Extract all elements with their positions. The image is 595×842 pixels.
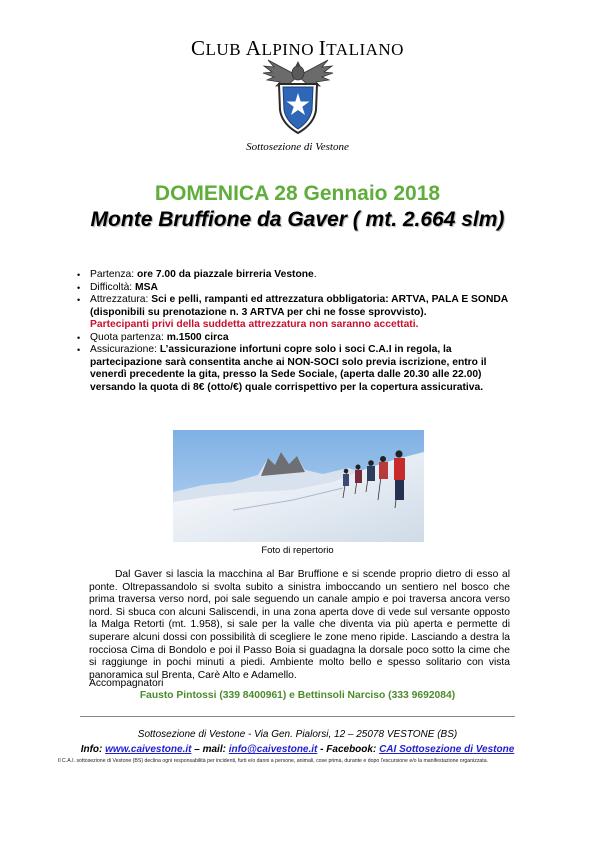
title-rest: LPINO bbox=[261, 40, 319, 59]
route-description: Dal Gaver si lascia la macchina al Bar Bruffione e si scende proprio dietro di esso al ponte. Oltrepassandolo si svolta subito a sinistra imboccando un sentiero nel bosco che prima traversa verso nord, poi sale seguendo un canale ampio e poi traversa ancora verso nord. Si sbuca con alcuni Saliscendi, in una zona aperta dove di vede sul versante opposto la Malga Retorti (mt. 1.958), si sale per la valle che diventa via più aperta e permette di superare alcuni dossi con possibilità di scegliere le zone meno ripide. Lasciando a destra la rocciosa Cima di Bondolo e poi il Passo Boia si guadagna la dorsale poco sotto la cime che si raggiunge in pochi minuti a piedi. Ambiente molto bello e spesso solitario con vista panoramica sul Brenta, Carè Alto e Adamello. bbox=[89, 569, 510, 681]
title-rest: TALIANO bbox=[326, 40, 404, 59]
cai-eagle-star-shield-icon bbox=[262, 58, 334, 136]
difficulty-value: MSA bbox=[135, 281, 158, 293]
mail-label: – mail: bbox=[191, 744, 229, 755]
facebook-link[interactable]: CAI Sottosezione di Vestone bbox=[379, 744, 515, 755]
event-title: Monte Bruffione da Gaver ( mt. 2.664 slm) bbox=[90, 208, 505, 231]
equipment-label: Attrezzatura: bbox=[90, 294, 152, 305]
insurance-value: L’assicurazione infortuni copre solo i soci C.A.I in regola, la partecipazione sarà consentita anche ai NON-SOCI solo previa iscrizione, entro il venerdì precedente la gita, presso la Sede Sociale, (aperta dalle 20.30 alle 22.00) versando la quota di 8€ (otto/€) quale corrispettivo per la copertura assicurativa. bbox=[90, 344, 487, 393]
title-initial: C bbox=[191, 36, 206, 60]
subsection-name: Sottosezione di Vestone bbox=[246, 141, 349, 153]
facebook-label: - Facebook: bbox=[317, 744, 380, 755]
departure-value: ore 7.00 da piazzale birreria Vestone bbox=[136, 269, 314, 280]
guides-label: Accompagnatori bbox=[89, 678, 164, 689]
website-link[interactable]: www.caivestone.it bbox=[105, 744, 192, 755]
liability-disclaimer: Il C.A.I. sottosezione di Vestone (BS) declina ogni responsabilità per incidenti, furti e/o danni a persone, animali, cose prima, durante e dopo l'escursione e/o la manifestazione organizzata. bbox=[58, 758, 489, 764]
title-initial: I bbox=[318, 36, 327, 60]
altitude-value: m.1500 circa bbox=[166, 331, 229, 343]
footer-divider bbox=[80, 716, 515, 717]
list-item bbox=[77, 282, 517, 295]
photo-caption: Foto di repertorio bbox=[261, 545, 334, 556]
email-link[interactable]: info@caivestone.it bbox=[228, 744, 318, 755]
list-item bbox=[77, 269, 517, 282]
equipment-value: Sci e pelli, rampanti ed attrezzatura obbligatoria: ARTVA, PALA E SONDA (disponibili su prenotazione n. 3 ARTVA per chi ne fosse sprovvisto). bbox=[90, 294, 508, 318]
equipment-warning: Partecipanti privi della suddetta attrezzatura non saranno accettati. bbox=[90, 319, 419, 330]
info-label: Info: bbox=[80, 744, 106, 755]
ski-touring-photo bbox=[173, 430, 424, 542]
difficulty-label: Difficoltà: bbox=[90, 281, 136, 293]
event-date: DOMENICA 28 Gennaio 2018 bbox=[154, 182, 441, 205]
guides-names: Fausto Pintossi (339 8400961) e Bettinsoli Narciso (333 9692084) bbox=[139, 690, 456, 701]
title-rest: LUB bbox=[205, 40, 246, 59]
list-item bbox=[77, 294, 517, 332]
insurance-label: Assicurazione: bbox=[90, 344, 160, 355]
footer-address: Sottosezione di Vestone - Via Gen. Pialorsi, 12 – 25078 VESTONE (BS) bbox=[137, 729, 458, 740]
footer-contacts bbox=[0, 744, 595, 755]
event-details-list bbox=[77, 269, 517, 394]
altitude-label: Quota partenza: bbox=[90, 331, 167, 343]
title-initial: A bbox=[245, 36, 262, 60]
list-item bbox=[77, 344, 517, 394]
list-item bbox=[77, 332, 517, 345]
departure-end: . bbox=[313, 269, 317, 280]
departure-label: Partenza: bbox=[90, 269, 137, 280]
